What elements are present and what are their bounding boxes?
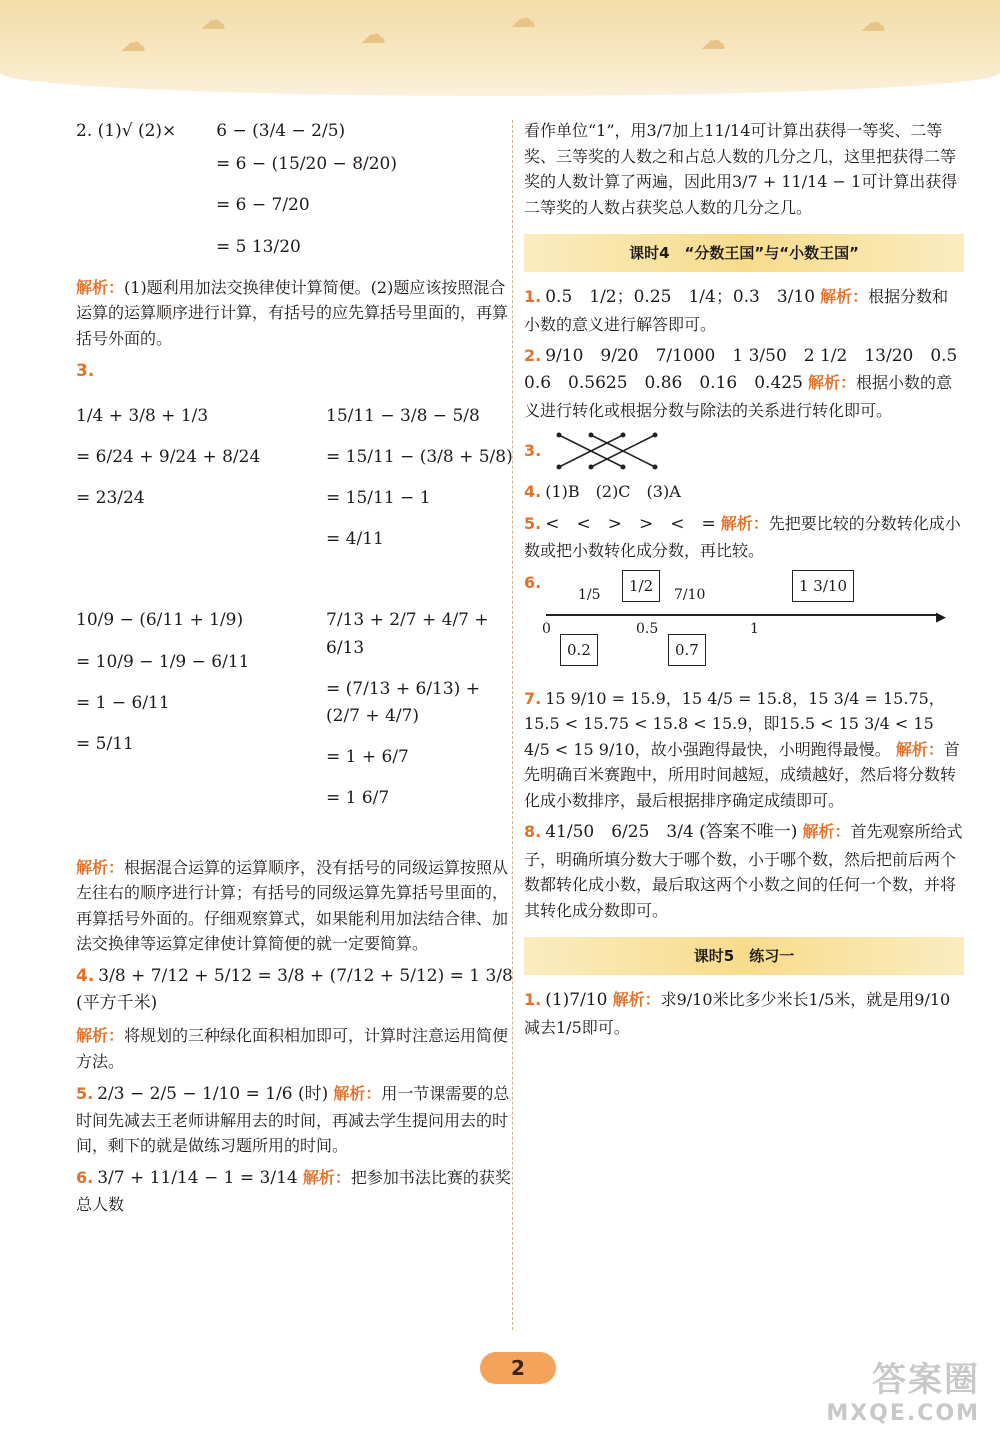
analysis-label: 解析： (76, 857, 125, 877)
cloud-icon: ☁ (200, 6, 226, 36)
match-dot (589, 465, 594, 470)
q3b-line: 15/11 − 3/8 − 5/8 (326, 405, 480, 426)
cloud-icon: ☁ (700, 26, 726, 56)
cloud-icon: ☁ (510, 4, 536, 34)
r4-answer (524, 479, 964, 505)
r3-answer (524, 429, 964, 473)
left-column (76, 112, 516, 1224)
r6-number: 6. (524, 572, 542, 592)
watermark-line1: 答案圈 (872, 1360, 980, 1400)
q3-analysis-text: 根据混合运算的运算顺序，没有括号的同级运算按照从左往右的顺序进行计算；有括号的同级运算先算括号里面的，再算括号外面的。仔细观察算式，如果能利用加法结合律、加法交换律等运算定律使计算简便的就一定要简算。 (76, 857, 509, 954)
r5-answer (524, 511, 964, 564)
tick-label-0: 0 (542, 620, 551, 637)
q6-expression: 3/7 + 11/14 − 1 = 3/14 (97, 1167, 298, 1188)
boxed-answer: 1 3/10 (792, 570, 854, 602)
q3-analysis (76, 855, 516, 957)
q3d-line: = (7/13 + 6/13) + (2/7 + 4/7) (326, 678, 480, 727)
r9-values: (1)7/10 (545, 990, 608, 1011)
analysis-label: 解析： (333, 1083, 382, 1103)
q2-calc-line: 6 − (3/4 − 2/5) (216, 121, 346, 141)
r9-number: 1. (524, 990, 542, 1010)
q3c-line: = 5/11 (76, 734, 134, 755)
q4-expression: 3/8 + 7/12 + 5/12 = 3/8 + (7/12 + 5/12) = 1 3/8 (平方千米) (76, 965, 513, 1014)
q5-analysis-text: 用一节课需要的总时间先减去王老师讲解用去的时间，再减去学生提问用去的时间，剩下的就是做练习题所用的时间。 (76, 1083, 510, 1156)
q4-answer (76, 963, 516, 1017)
arrow-right-icon: ▶ (936, 609, 946, 625)
r1-answer (524, 284, 964, 337)
boxed-answer: 0.2 (560, 634, 598, 666)
r1-analysis-text: 根据分数和小数的意义进行解答即可。 (524, 287, 949, 334)
number-line-axis (546, 614, 938, 616)
q6-continuation: 看作单位“1”，用3/7加上11/14可计算出获得一等奖、二等奖、三等奖的人数之和占总人数的几分之几，这里把获得二等奖的人数计算了两遍，因此用3/7 + 11/14 − 1可计算出获得二等奖的人数占获奖总人数的几分之几。 (524, 121, 958, 217)
right-column (524, 112, 975, 1046)
q3c-line: = 10/9 − 1/9 − 6/11 (76, 651, 250, 672)
r7-analysis-text: 首先明确百米赛跑中，所用时间越短，成绩越好，然后将分数转化成小数排序，最后根据排序确定成绩即可。 (524, 739, 960, 810)
analysis-label: 解析： (820, 287, 869, 307)
q2-analysis (76, 275, 516, 352)
r2-values: 9/10 9/20 7/1000 1 3/50 2 1/2 13/20 0.5 0.6 0.5625 0.86 0.16 0.425 (524, 346, 975, 394)
r9-answer (524, 987, 964, 1040)
watermark (826, 1352, 980, 1426)
q4-analysis-text: 将规划的三种绿化面积相加即可，计算时注意运用简便方法。 (76, 1026, 509, 1071)
q2-head: 2. (1)√ (2)× (76, 121, 177, 141)
analysis-label: 解析： (895, 739, 944, 759)
q6-number: 6. (76, 1167, 94, 1187)
r8-values: 41/50 6/25 3/4 (答案不唯一) (545, 822, 798, 843)
r5-number: 5. (524, 513, 542, 533)
q4-number: 4. (76, 965, 95, 986)
watermark-line2: MXQE.COM (826, 1401, 980, 1426)
q4-analysis (76, 1023, 516, 1074)
r1-number: 1. (524, 287, 542, 307)
q2-block (76, 118, 516, 261)
q3a-line: = 23/24 (76, 488, 145, 509)
analysis-label: 解析： (807, 373, 856, 393)
r7-answer (524, 686, 964, 814)
match-dot (621, 433, 626, 438)
q3b-line: = 4/11 (326, 529, 384, 550)
r7-number: 7. (524, 688, 542, 708)
q3-number: 3. (76, 360, 95, 381)
q2-analysis-text: (1)题利用加法交换律使计算简便。(2)题应该按照混合运算的运算顺序进行计算，有括号的应先算括号里面的，再算括号外面的。 (76, 277, 509, 348)
analysis-label: 解析： (720, 513, 769, 533)
matching-lines-diagram (551, 429, 671, 473)
q5-answer (76, 1081, 516, 1159)
mark-label: 7/10 (674, 586, 706, 603)
match-dot (653, 433, 658, 438)
r1-values: 0.5 1/2；0.25 1/4；0.3 3/10 (545, 287, 816, 308)
q3-block (76, 358, 516, 841)
boxed-answer: 0.7 (668, 634, 706, 666)
cloud-icon: ☁ (860, 8, 886, 38)
q3d-line: 7/13 + 2/7 + 4/7 + 6/13 (326, 610, 489, 658)
r9-analysis-text: 求9/10米比多少米长1/5米，就是用9/10减去1/5即可。 (524, 990, 951, 1037)
number-line (524, 570, 964, 680)
q6-analysis-text: 把参加书法比赛的获奖总人数 (76, 1167, 511, 1215)
q5-expression: 2/3 − 2/5 − 1/10 = 1/6 (时) (97, 1083, 329, 1104)
q3c-line: = 1 − 6/11 (76, 692, 170, 713)
q3d-line: = 1 6/7 (326, 788, 390, 809)
q3a-line: = 6/24 + 9/24 + 8/24 (76, 446, 261, 467)
lesson5-heading: 课时5 练习一 (524, 937, 964, 975)
analysis-label: 解析： (802, 822, 851, 842)
q6-answer (76, 1165, 516, 1218)
lesson4-heading: 课时4 “分数王国”与“小数王国” (524, 234, 964, 272)
q3a-line: 1/4 + 3/8 + 1/3 (76, 405, 209, 426)
match-dot (557, 433, 562, 438)
q5-number: 5. (76, 1083, 94, 1103)
r8-answer (524, 819, 964, 923)
header-banner (0, 0, 1000, 96)
match-dot (557, 465, 562, 470)
r4-values: (1)B (2)C (3)A (545, 482, 681, 502)
boxed-answer: 1/2 (622, 570, 660, 602)
q3b-line: = 15/11 − 1 (326, 488, 431, 509)
q2-calc-line: = 6 − 7/20 (216, 195, 310, 216)
r2-answer (524, 343, 975, 423)
match-dot (621, 465, 626, 470)
r3-number: 3. (524, 441, 542, 461)
match-dot (589, 433, 594, 438)
r2-analysis-text: 根据小数的意义进行转化或根据分数与除法的关系进行转化即可。 (524, 373, 953, 420)
r8-analysis-text: 首先观察所给式子，明确所填分数大于哪个数，小于哪个数，然后把前后两个数都转化成小数，最后取这两个小数之间的任何一个数，并将其转化成分数即可。 (524, 822, 963, 920)
r5-values: < < > > < = (545, 513, 716, 534)
cloud-icon: ☁ (120, 28, 146, 58)
analysis-label: 解析： (302, 1167, 351, 1187)
analysis-label: 解析： (76, 1026, 125, 1046)
tick-label-0-5: 0.5 (636, 620, 659, 637)
mark-label: 1/5 (578, 586, 601, 603)
cloud-icon: ☁ (360, 20, 386, 50)
r8-number: 8. (524, 822, 542, 842)
match-dot (653, 465, 658, 470)
q3d-line: = 1 + 6/7 (326, 747, 409, 768)
page-number: 2 (480, 1352, 556, 1384)
r5-analysis-text: 先把要比较的分数转化成小数或把小数转化成分数，再比较。 (524, 513, 961, 560)
q2-calc-line: = 6 − (15/20 − 8/20) (216, 154, 397, 175)
r2-number: 2. (524, 346, 542, 366)
tick-label-1: 1 (750, 620, 759, 637)
q2-calc-line: = 5 13/20 (216, 236, 301, 257)
q3c-line: 10/9 − (6/11 + 1/9) (76, 610, 244, 631)
q3b-line: = 15/11 − (3/8 + 5/8) (326, 446, 513, 467)
r4-number: 4. (524, 482, 542, 502)
analysis-label: 解析： (612, 990, 661, 1010)
analysis-label: 解析： (76, 277, 125, 297)
r7-text: 15 9/10 = 15.9，15 4/5 = 15.8，15 3/4 = 15.75，15.5 < 15.75 < 15.8 < 15.9，即15.5 < 15 3/4 < 15 4/5 < 15 9/10，故小强跑得最快，小明跑得最慢。 (524, 688, 945, 759)
